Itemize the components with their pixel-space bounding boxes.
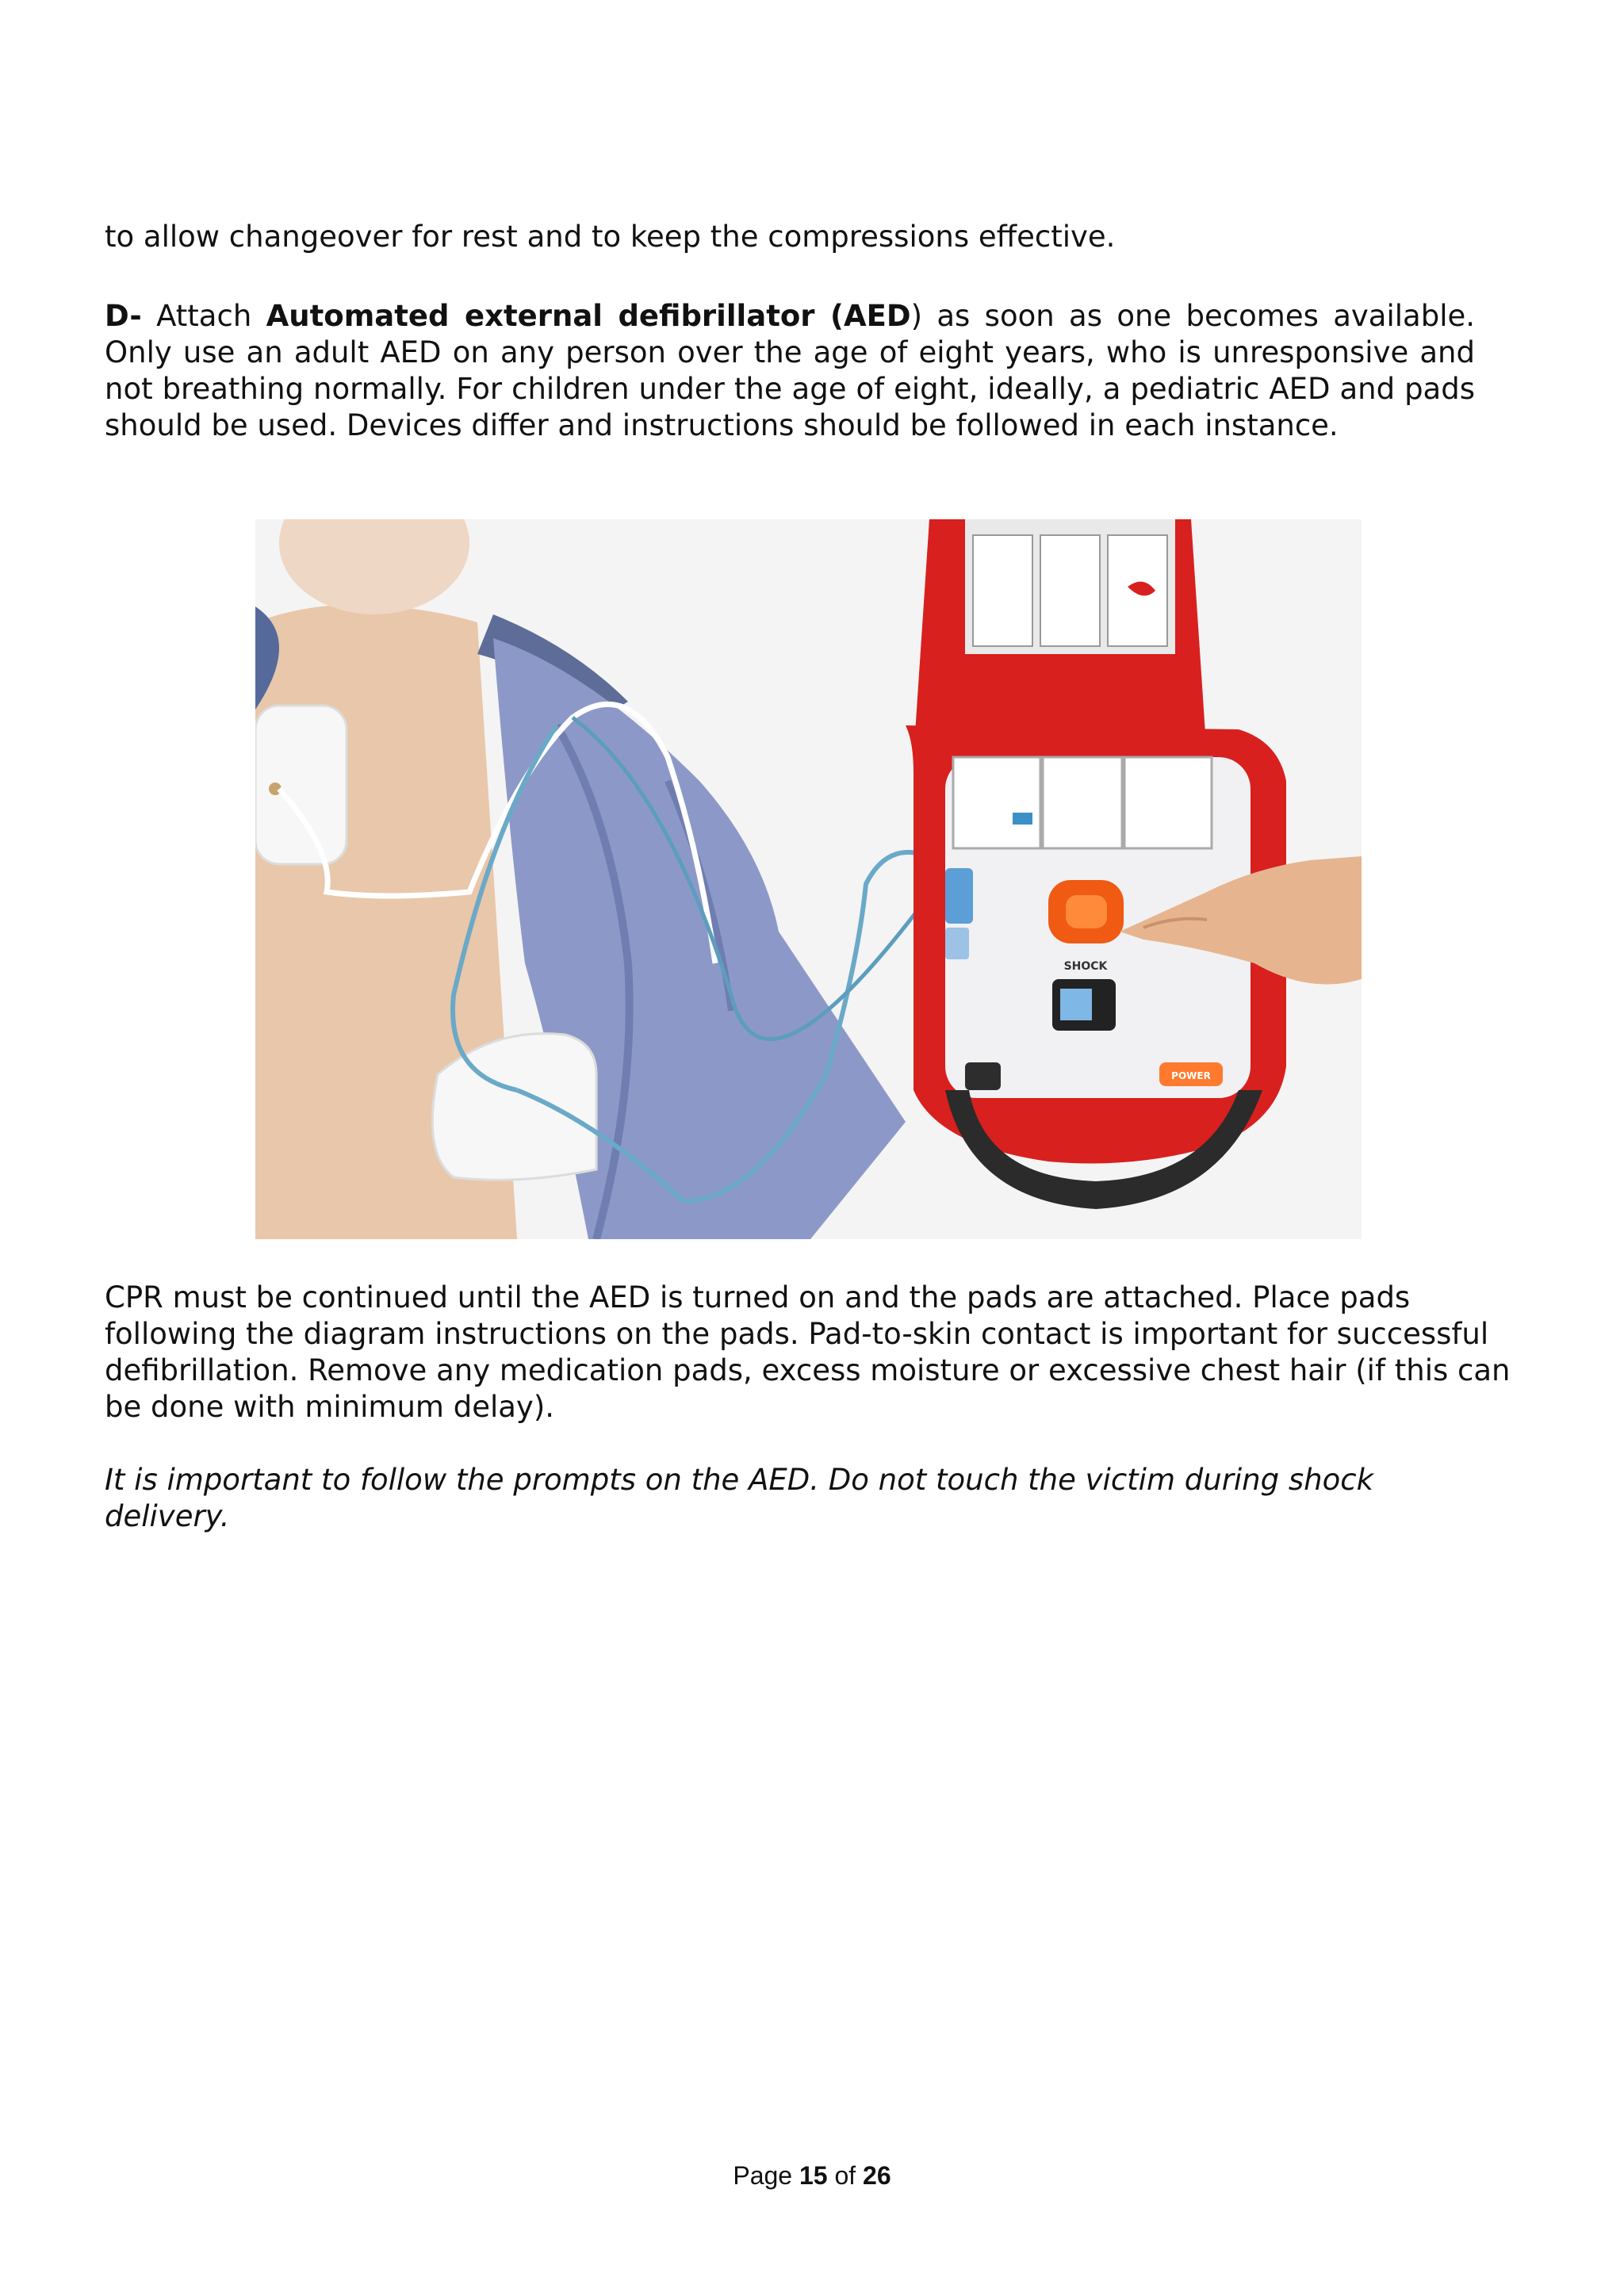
intro-text: to allow changeover for rest and to keep the compressions effective.	[105, 220, 1116, 254]
section-d-paragraph	[105, 298, 1475, 444]
aed-warning-note: It is important to follow the prompts on the AED. Do not touch the victim during shock delivery.	[105, 1463, 1374, 1533]
aed-term: Automated external defibrillator (AED	[266, 299, 911, 333]
total-page-count: 26	[863, 2161, 891, 2190]
page-footer	[0, 2160, 1624, 2191]
cpr-paragraph: CPR must be continued until the AED is turned on and the pads are attached. Place pads following the diagram instructions on the pads. Pad-to-skin contact is important for successful defibrillation. Remove any medication pads, excess moisture or excessive chest hair (if this can be done with minimum delay).	[105, 1280, 1511, 1424]
page-word: Page	[733, 2161, 793, 2190]
of-word: of	[834, 2161, 856, 2190]
shock-label: SHOCK	[1063, 960, 1108, 973]
info-button	[965, 1062, 1001, 1090]
aed-term-close: )	[910, 299, 923, 333]
current-page-number: 15	[799, 2161, 828, 2190]
aed-photo	[255, 519, 1362, 1239]
upper-electrode-pad	[255, 706, 347, 864]
section-d-label: D-	[105, 299, 142, 333]
power-label: POWER	[1171, 1070, 1211, 1081]
section-d-verb: Attach	[156, 299, 252, 333]
section-d-body: as soon as one becomes available. Only use an adult AED on any person over the age of eight years, who is unresponsive and not breathing normally. For children under the age of eight, ideally, a pediatric AED and pads should be used. Devices differ and instructions should be followed in each instance.	[105, 299, 1475, 442]
pad-connector	[945, 868, 973, 924]
